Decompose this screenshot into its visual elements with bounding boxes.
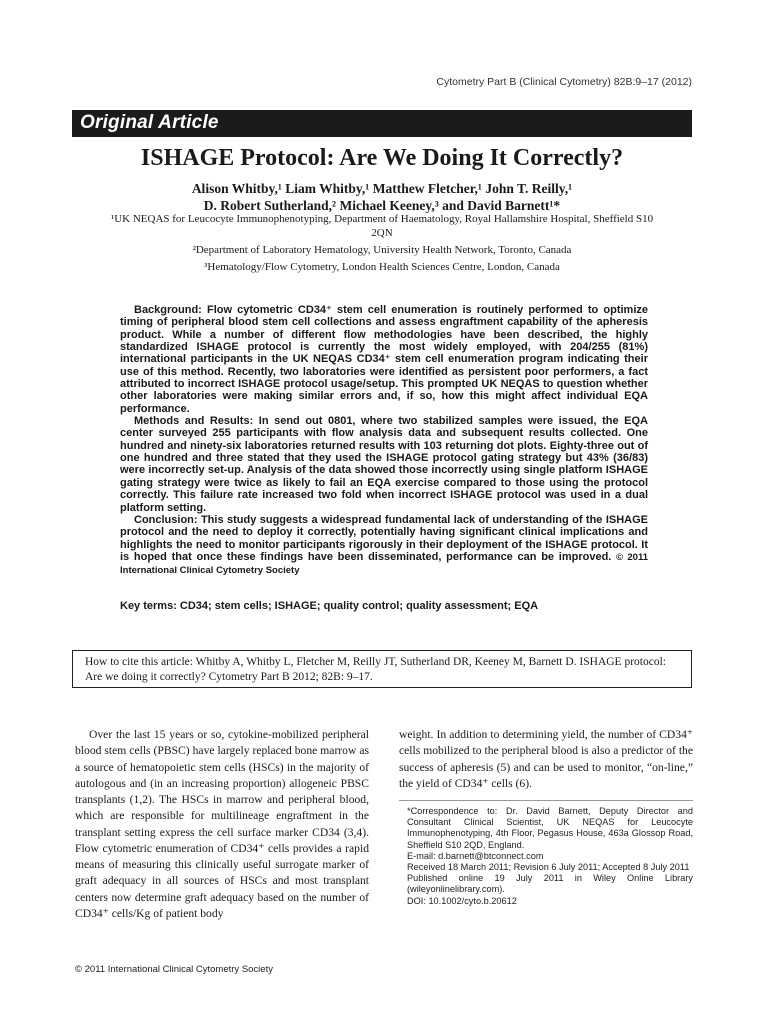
article-title: ISHAGE Protocol: Are We Doing It Correctly? (140, 145, 624, 171)
affiliations (100, 212, 664, 277)
abstract-background: Background: Flow cytometric CD34⁺ stem cell enumeration is routinely performed to optimize timing of peripheral blood stem cell collections and assess engraftment capability of the apheresis product. While a number of different flow methodologies have been described, the highly standardized ISHAGE protocol is currently the most widely employed, with 204/255 (81%) international participants in the UK NEQAS CD34⁺ stem cell enumeration program indicating their use of this method. Recently, two laboratories were identified as persistent poor performers, a fact attributed to incorrect ISHAGE protocol usage/setup. This prompted UK NEQAS to question whether other laboratories were making similar errors and, if so, how this might affect individual EQA performance. (120, 304, 648, 415)
footnote-correspondence: *Correspondence to: Dr. David Barnett, Deputy Director and Consultant Clinical Scientist, UK NEQAS for Leucocyte Immunophenotyping, 4th Floor, Pegasus House, 463a Glossop Road, Sheffield S10 2QD, England. (407, 806, 693, 850)
affiliation-2: ²Department of Laboratory Hematology, University Health Network, Toronto, Canada (192, 244, 572, 256)
page-footer-copyright: © 2011 International Clinical Cytometry Society (75, 964, 273, 975)
journal-reference: Cytometry Part B (Clinical Cytometry) 82B:9–17 (2012) (436, 76, 692, 88)
affiliation-3: ³Hematology/Flow Cytometry, London Health Sciences Centre, London, Canada (204, 261, 560, 273)
body-column-left (75, 727, 369, 922)
author-line-1: Alison Whitby,¹ Liam Whitby,¹ Matthew Fletcher,¹ John T. Reilly,¹ (191, 181, 573, 196)
body-paragraph-right: weight. In addition to determining yield, the number of CD34⁺ cells mobilized to the peripheral blood is also a predictor of the success of apheresis (5) and can be used to monitor, “on-line,” the yield of CD34⁺ cells (6). (399, 728, 693, 790)
abstract-copyright: © 2011 International Clinical Cytometry Society (120, 551, 648, 577)
footnote-received: Received 18 March 2011; Revision 6 July 2011; Accepted 8 July 2011 (407, 862, 690, 873)
abstract-methods: Methods and Results: In send out 0801, where two stabilized samples were issued, the EQA center surveyed 255 participants with flow analysis data and subsequent results collected. One hundred and ninety-six laboratories returned results with 103 returning dot plots. Eighty-three out of one hundred and three stated that they used the ISHAGE protocol gating strategy but 43% (36/83) were incorrectly set-up. Analysis of the data showed those incorrectly using single platform ISHAGE gating strategy were twice as likely to fail an EQA exercise compared to those using the protocol correctly. This failure rate increased two fold when incorrect ISHAGE protocol was used in a dual platform setting. (120, 415, 648, 514)
abstract (120, 304, 648, 578)
body-column-right (399, 727, 693, 792)
author-list (72, 180, 692, 214)
correspondence-footnote (399, 806, 693, 907)
abstract-conclusion (120, 514, 648, 578)
footnote-published: Published online 19 July 2011 in Wiley Online Library (wileyonlinelibrary.com). (407, 873, 693, 895)
author-line-2: D. Robert Sutherland,² Michael Keeney,³ and David Barnett¹* (203, 198, 561, 213)
key-terms: Key terms: CD34; stem cells; ISHAGE; quality control; quality assessment; EQA (120, 600, 539, 612)
affiliation-1: ¹UK NEQAS for Leucocyte Immunophenotyping, Department of Haematology, Royal Hallamshire Hospital, Sheffield S10 2QN (110, 213, 654, 239)
footnote-divider (399, 800, 693, 801)
body-paragraph-left: Over the last 15 years or so, cytokine-mobilized peripheral blood stem cells (PBSC) have largely replaced bone marrow as a source of hematopoietic stem cells (HSCs) in the majority of autologous and (in an increasing proportion) allogeneic PBSC transplants (1,2). The HSCs in marrow and peripheral blood, which are responsible for multilineage engraftment in the transplant setting express the cell surface marker CD34 (3,4). Flow cytometric enumeration of CD34⁺ cells provides a rapid means of measuring this clinically useful surrogate marker of graft adequacy in all sources of HSCs and most transplant centers now determine graft adequacy based on the number of CD34⁺ cells/Kg of patient body (75, 728, 369, 920)
footnote-doi: DOI: 10.1002/cyto.b.20612 (407, 895, 517, 906)
article-type-banner (72, 110, 692, 137)
article-type-label: Original Article (80, 112, 219, 133)
footnote-email: E-mail: d.barnett@btconnect.com (407, 850, 544, 861)
abstract-conclusion-text: Conclusion: This study suggests a widespread fundamental lack of understanding of the ISHAGE protocol and the need to deploy it correctly, potentially having significant clinical implications and highlights the need to monitor participants rigorously in their deployment of the ISHAGE protocol. It is hoped that once these findings have been disseminated, performance can be improved. (120, 513, 648, 563)
citation-box (72, 650, 692, 688)
citation-text: How to cite this article: Whitby A, Whitby L, Fletcher M, Reilly JT, Sutherland DR, Keeney M, Barnett D. ISHAGE protocol: Are we doing it correctly? Cytometry Part B 2012; 82B: 9–17. (85, 656, 666, 683)
